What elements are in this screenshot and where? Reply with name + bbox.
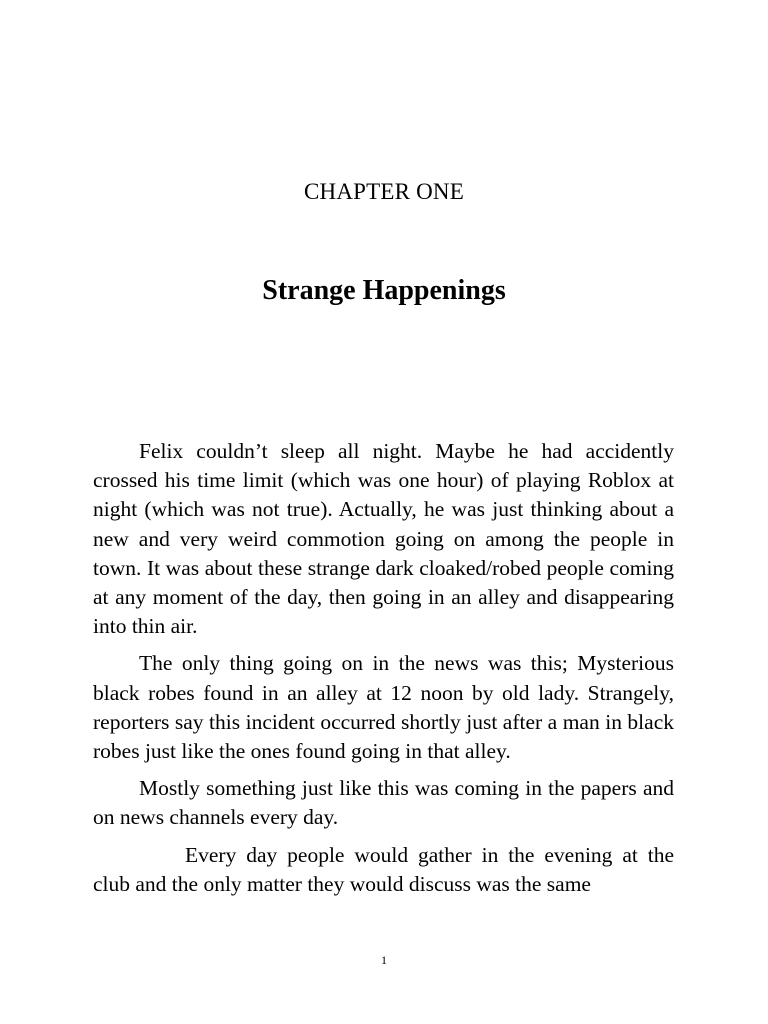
chapter-title: Strange Happenings xyxy=(262,275,506,306)
paragraph: Every day people would gather in the evening at the club and the only matter they would discuss was the same xyxy=(93,842,674,896)
chapter-body xyxy=(93,437,674,907)
page-number: 1 xyxy=(381,953,387,967)
paragraph: Mostly something just like this was coming in the papers and on news channels every day. xyxy=(93,776,674,830)
paragraph: The only thing going on in the news was this; Mysterious black robes found in an alley at 12 noon by old lady. Strangely, reporters say this incident occurred shortly just after a man in black robes just like the ones found going in that alley. xyxy=(93,651,674,764)
paragraph: Felix couldn’t sleep all night. Maybe he had accidently crossed his time limit (which was one hour) of playing Roblox at night (which was not true). Actually, he was just thinking about a new and very weird commotion going on among the people in town. It was about these strange dark cloaked/robed people coming at any moment of the day, then going in an alley and disappearing into thin air. xyxy=(93,439,674,639)
chapter-label: CHAPTER ONE xyxy=(303,179,464,204)
